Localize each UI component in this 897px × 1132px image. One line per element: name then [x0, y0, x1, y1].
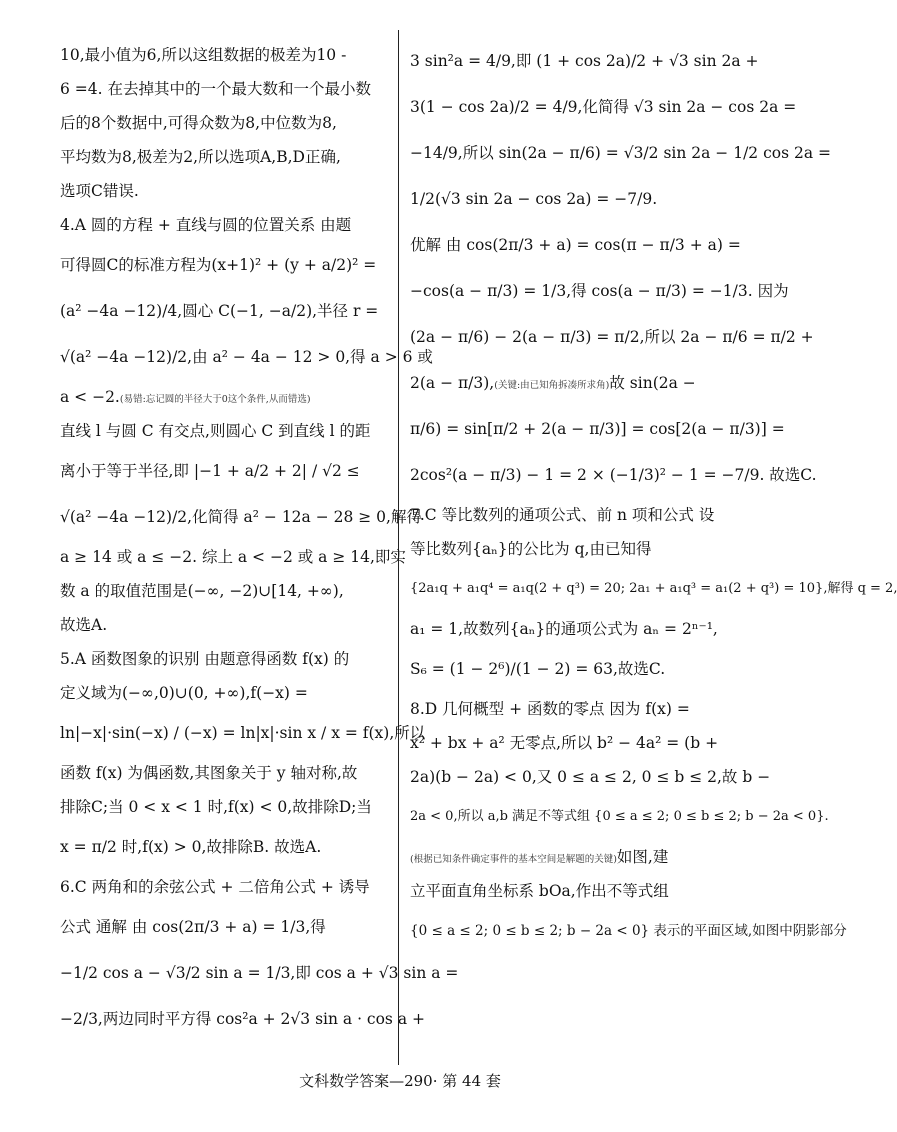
page-footer: 文科数学答案—290· 第 44 套	[299, 1072, 501, 1090]
text-line: 2a)(b − 2a) < 0,又 0 ≤ a ≤ 2, 0 ≤ b ≤ 2,故 b −	[410, 768, 771, 786]
text-line: 1/2(√3 sin 2a − cos 2a) = −7/9.	[410, 190, 658, 208]
text-line: x² + bx + a² 无零点,所以 b² − 4a² = (b +	[410, 734, 719, 752]
text-line: 离小于等于半径,即 |−1 + a/2 + 2| / √2 ≤	[60, 462, 360, 480]
text-line: ln|−x|·sin(−x) / (−x) = ln|x|·sin x / x = f(x),所以	[60, 724, 426, 742]
text-line: S₆ = (1 − 2⁶)/(1 − 2) = 63,故选C.	[410, 660, 666, 678]
text-line: 后的8个数据中,可得众数为8,中位数为8,	[60, 114, 337, 132]
text-line: 可得圆C的标准方程为(x+1)² + (y + a/2)² =	[60, 256, 377, 274]
text-line: √(a² −4a −12)/2,由 a² − 4a − 12 > 0,得 a > 6 或	[60, 348, 433, 366]
text-line: √(a² −4a −12)/2,化简得 a² − 12a − 28 ≥ 0,解得	[60, 508, 422, 526]
text-line: 数 a 的取值范围是(−∞, −2)∪[14, +∞),	[60, 582, 344, 600]
text-line: −cos(a − π/3) = 1/3,得 cos(a − π/3) = −1/3. 因为	[410, 282, 789, 300]
question-6-heading: 6.C 两角和的余弦公式 + 二倍角公式 + 诱导	[60, 878, 370, 896]
text-line: 3(1 − cos 2a)/2 = 4/9,化简得 √3 sin 2a − cos 2a =	[410, 98, 797, 116]
text-line: 3 sin²a = 4/9,即 (1 + cos 2a)/2 + √3 sin 2a +	[410, 52, 759, 70]
text-line: 等比数列{aₙ}的公比为 q,由已知得	[410, 540, 652, 558]
basis-note: (根据已知条件确定事件的基本空间是解题的关键)	[410, 854, 617, 865]
text-fragment: 2(a − π/3),	[410, 374, 495, 392]
text-line: 直线 l 与圆 C 有交点,则圆心 C 到直线 l 的距	[60, 422, 371, 440]
text-line: (a² −4a −12)/4,圆心 C(−1, −a/2),半径 r =	[60, 302, 379, 320]
text-line: 故选A.	[60, 616, 108, 634]
text-fragment: a < −2.	[60, 388, 120, 406]
inequality-system: {0 ≤ a ≤ 2; 0 ≤ b ≤ 2; b − 2a < 0} 表示的平面区域,如图中阴影部分	[410, 923, 847, 939]
inequality-system: 2a < 0,所以 a,b 满足不等式组 {0 ≤ a ≤ 2; 0 ≤ b ≤ 2; b − 2a < 0}.	[410, 809, 829, 824]
text-line: −14/9,所以 sin(2a − π/6) = √3/2 sin 2a − 1/2 cos 2a =	[410, 144, 831, 162]
text-line: 公式 通解 由 cos(2π/3 + a) = 1/3,得	[60, 918, 326, 936]
right-column	[410, 38, 897, 954]
question-7-heading: 7.C 等比数列的通项公式、前 n 项和公式 设	[410, 506, 715, 524]
text-line	[60, 380, 415, 414]
text-line: x = π/2 时,f(x) > 0,故排除B. 故选A.	[60, 838, 322, 856]
text-line: 排除C;当 0 < x < 1 时,f(x) < 0,故排除D;当	[60, 798, 372, 816]
text-line: 2cos²(a − π/3) − 1 = 2 × (−1/3)² − 1 = −7/9. 故选C.	[410, 466, 817, 484]
text-line: −2/3,两边同时平方得 cos²a + 2√3 sin a · cos a +	[60, 1010, 425, 1028]
text-line: 立平面直角坐标系 bOa,作出不等式组	[410, 882, 669, 900]
text-line: −1/2 cos a − √3/2 sin a = 1/3,即 cos a + √3 sin a =	[60, 964, 459, 982]
text-fragment: 故 sin(2a −	[609, 374, 696, 392]
text-line: 10,最小值为6,所以这组数据的极差为10 -	[60, 46, 347, 64]
text-line: 定义域为(−∞,0)∪(0, +∞),f(−x) =	[60, 684, 308, 702]
question-4-heading: 4.A 圆的方程 + 直线与圆的位置关系 由题	[60, 216, 352, 234]
text-line	[410, 360, 750, 406]
text-line	[410, 840, 750, 874]
text-fragment: 如图,建	[616, 848, 669, 866]
text-line: a ≥ 14 或 a ≤ −2. 综上 a < −2 或 a ≥ 14,即实	[60, 548, 406, 566]
text-line: 6 =4. 在去掉其中的一个最大数和一个最小数	[60, 80, 371, 98]
text-line: π/6) = sin[π/2 + 2(a − π/3)] = cos[2(a − π/3)] =	[410, 420, 785, 438]
text-line: (2a − π/6) − 2(a − π/3) = π/2,所以 2a − π/6 = π/2 +	[410, 328, 814, 346]
question-5-heading: 5.A 函数图象的识别 由题意得函数 f(x) 的	[60, 650, 350, 668]
text-line: 平均数为8,极差为2,所以选项A,B,D正确,	[60, 148, 341, 166]
text-line: 函数 f(x) 为偶函数,其图象关于 y 轴对称,故	[60, 764, 358, 782]
optimal-solution-line: 优解 由 cos(2π/3 + a) = cos(π − π/3 + a) =	[410, 236, 741, 254]
text-line: a₁ = 1,故数列{aₙ}的通项公式为 aₙ = 2ⁿ⁻¹,	[410, 620, 718, 638]
equation-system: {2a₁q + a₁q⁴ = a₁q(2 + q³) = 20; 2a₁ + a₁q³ = a₁(2 + q³) = 10},解得 q = 2,	[410, 581, 897, 596]
error-note: (易错:忘记圆的半径大于0这个条件,从而错选)	[119, 394, 311, 405]
key-note: (关键:由已知角拆凑所求角)	[494, 380, 610, 391]
question-8-heading: 8.D 几何概型 + 函数的零点 因为 f(x) =	[410, 700, 690, 718]
text-line: 选项C错误.	[60, 182, 139, 200]
